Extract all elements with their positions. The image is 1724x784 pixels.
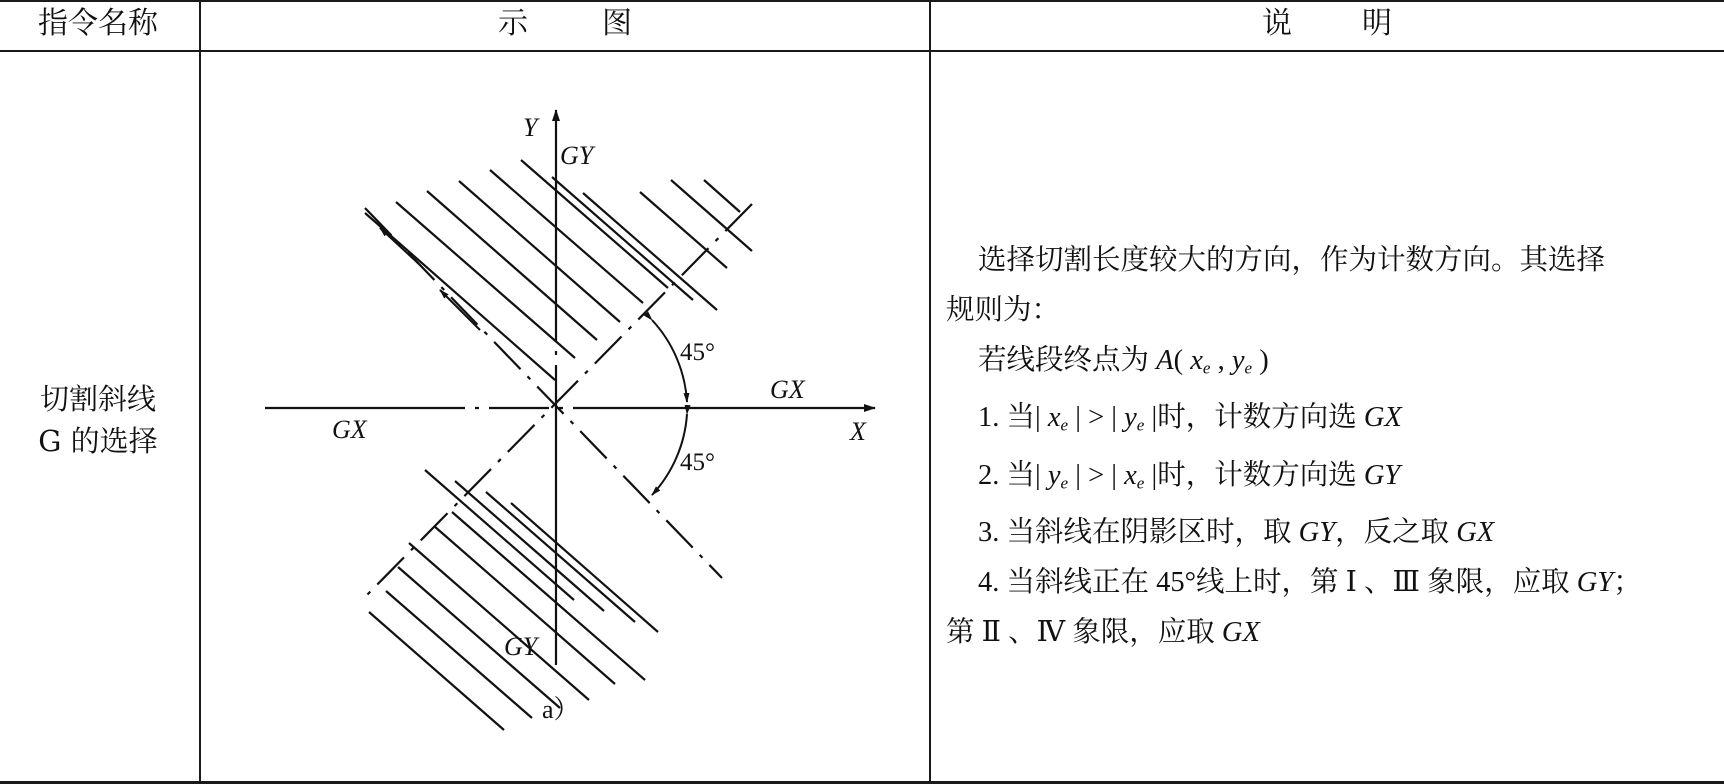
gx-right-label: GX (770, 375, 805, 404)
rule1-suffix: 时，计数方向选 (1157, 402, 1357, 434)
rule1-prefix: 1. 当 (978, 402, 1036, 434)
desc-rule4 (946, 558, 1714, 608)
header-name: 指令名称 (38, 6, 158, 41)
row-name-line1: 切割斜线 (39, 382, 156, 416)
rule3-gy: GY (1298, 516, 1336, 548)
rule1-dir: GX (1363, 402, 1402, 434)
desc-rule2: 2. 当| $y_e$ | > | $x_e$ |时，计数方向选 GY (978, 459, 1401, 492)
header-diagram-char2: 图 (602, 6, 632, 41)
desc-endpoint-prefix: 若线段终点为 (978, 345, 1150, 376)
hatch-line (455, 481, 604, 611)
header-desc-char1: 说 (1262, 6, 1292, 41)
arrow-nw-upper (380, 228, 420, 265)
rule2-suffix: 时，计数方向选 (1157, 459, 1357, 491)
hatch-line (396, 202, 575, 358)
hatch-line (583, 193, 717, 310)
gx-left-label: GX (332, 415, 367, 444)
hatch-line (486, 492, 635, 622)
desc-endpoint: 若线段终点为 A( $x_e$ , $y_e$ ) (978, 345, 1269, 378)
gy-top-label: GY (560, 141, 594, 170)
hatch-line (459, 181, 620, 322)
hatch-lines (365, 160, 752, 730)
rule3-gx: GX (1456, 516, 1495, 548)
gy-bottom-label: GY (504, 632, 538, 661)
desc-rule3 (946, 508, 1714, 558)
diagram-caption: a） (542, 695, 580, 724)
hatch-line (409, 543, 589, 700)
description (946, 236, 1714, 658)
x-axis-label: X (850, 417, 866, 446)
rule2-prefix: 2. 当 (978, 459, 1036, 491)
angle-label-lower: 45° (680, 449, 715, 476)
desc-endpoint-point: A (1156, 345, 1174, 376)
table-top-border (0, 0, 1724, 2)
desc-para1: 选择切割长度较大的方向，作为计数方向。其选择 (978, 245, 1606, 276)
hatch-line (704, 180, 740, 212)
rule3-prefix: 3. 当斜线在阴影区时，取 (978, 516, 1292, 548)
column-divider-2 (929, 0, 931, 784)
hatch-line (369, 612, 504, 730)
row-name-line2: G 的选择 (38, 424, 158, 458)
hatch-line (365, 213, 555, 380)
rule4-cont-prefix: 第 Ⅱ 、Ⅳ 象限，应取 (946, 616, 1215, 648)
row-name (36, 378, 160, 462)
rule3-mid: ，反之取 (1335, 516, 1450, 548)
angle-label-upper: 45° (680, 339, 715, 366)
hatch-line (425, 470, 574, 600)
rule4-gx: GX (1221, 616, 1260, 648)
hatch-line (427, 191, 597, 340)
header-desc-char2: 明 (1362, 6, 1392, 41)
cutting-direction-diagram (200, 52, 929, 781)
rule2-dir: GY (1363, 459, 1401, 491)
header-diagram-char1: 示 (498, 6, 528, 41)
rule4-prefix: 4. 当斜线正在 45°线上时，第 Ⅰ 、Ⅲ 象限，应取 (978, 566, 1570, 598)
hatch-line (521, 160, 668, 288)
rule4-gy: GY (1576, 566, 1614, 598)
desc-para1-cont: 规则为： (946, 295, 1061, 326)
desc-rule1: 1. 当| $x_e$ | > | $y_e$ |时，计数方向选 GX (978, 402, 1402, 435)
y-axis-label: Y (523, 113, 538, 142)
rule4-semicolon: ； (1613, 566, 1642, 598)
desc-rule4-cont (946, 608, 1714, 658)
hatch-line (640, 192, 727, 268)
